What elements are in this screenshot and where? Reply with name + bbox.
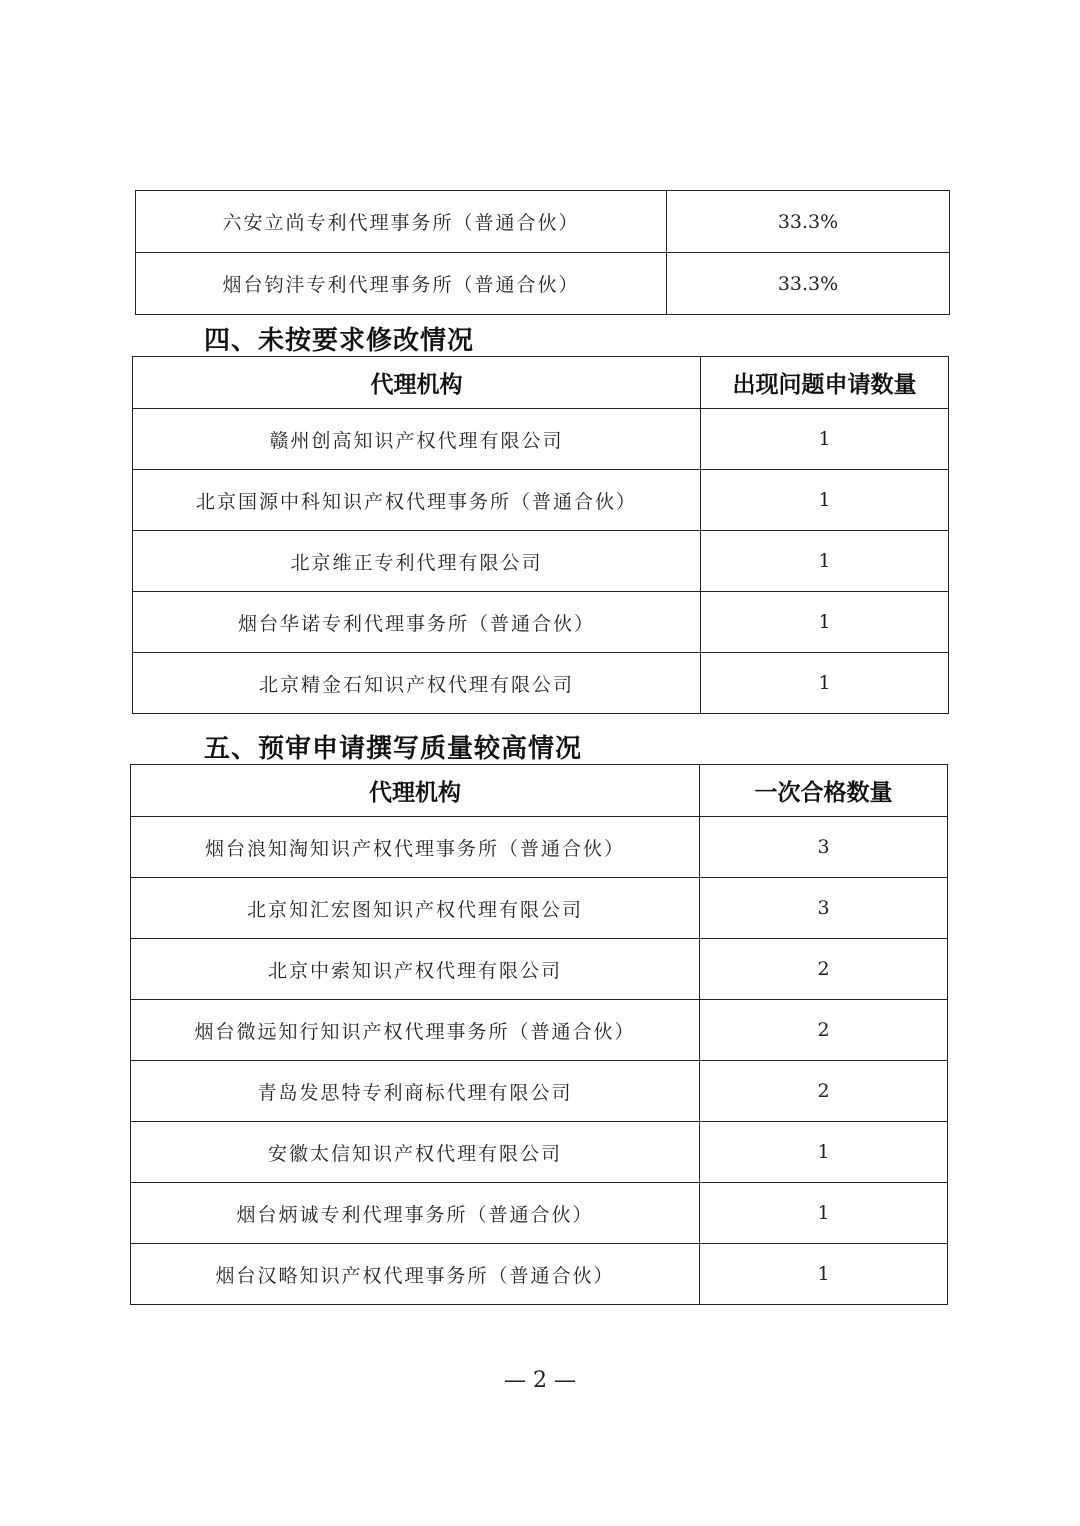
agency-cell: 赣州创高知识产权代理有限公司 — [133, 409, 701, 470]
table-row — [133, 470, 949, 531]
header-agency: 代理机构 — [131, 765, 700, 817]
agency-cell: 烟台华诺专利代理事务所（普通合伙） — [133, 592, 701, 653]
header-row — [133, 357, 949, 409]
table-row — [133, 531, 949, 592]
agency-cell: 北京中索知识产权代理有限公司 — [131, 939, 700, 1000]
header-value: 一次合格数量 — [700, 765, 948, 817]
value-cell: 1 — [701, 653, 949, 714]
agency-cell: 烟台钧沣专利代理事务所（普通合伙） — [136, 253, 667, 315]
agency-cell: 北京国源中科知识产权代理事务所（普通合伙） — [133, 470, 701, 531]
table-row — [133, 653, 949, 714]
value-cell: 1 — [700, 1122, 948, 1183]
header-agency: 代理机构 — [133, 357, 701, 409]
table-row — [131, 939, 948, 1000]
table-row — [131, 1122, 948, 1183]
section-4-title: 四、未按要求修改情况 — [204, 326, 475, 356]
table-row — [133, 409, 949, 470]
continued-table — [135, 190, 950, 315]
table-row — [136, 191, 950, 253]
value-cell: 33.3% — [667, 191, 950, 253]
agency-cell: 六安立尚专利代理事务所（普通合伙） — [136, 191, 667, 253]
agency-cell: 北京精金石知识产权代理有限公司 — [133, 653, 701, 714]
agency-cell: 北京维正专利代理有限公司 — [133, 531, 701, 592]
value-cell: 2 — [700, 1000, 948, 1061]
page-number: — 2 — — [504, 1368, 576, 1393]
table-row — [136, 253, 950, 315]
table-row — [131, 817, 948, 878]
table-row — [131, 878, 948, 939]
value-cell: 2 — [700, 1061, 948, 1122]
value-cell: 1 — [701, 470, 949, 531]
table-row — [131, 1061, 948, 1122]
value-cell: 2 — [700, 939, 948, 1000]
agency-cell: 烟台微远知行知识产权代理事务所（普通合伙） — [131, 1000, 700, 1061]
table-row — [131, 1244, 948, 1305]
section-5-title: 五、预审申请撰写质量较高情况 — [204, 734, 583, 764]
table-row — [131, 1000, 948, 1061]
section-4-table — [132, 356, 949, 714]
value-cell: 3 — [700, 817, 948, 878]
table-row — [133, 592, 949, 653]
table-row — [131, 1183, 948, 1244]
agency-cell: 北京知汇宏图知识产权代理有限公司 — [131, 878, 700, 939]
agency-cell: 青岛发思特专利商标代理有限公司 — [131, 1061, 700, 1122]
value-cell: 3 — [700, 878, 948, 939]
value-cell: 1 — [701, 592, 949, 653]
agency-cell: 安徽太信知识产权代理有限公司 — [131, 1122, 700, 1183]
agency-cell: 烟台炳诚专利代理事务所（普通合伙） — [131, 1183, 700, 1244]
value-cell: 1 — [700, 1244, 948, 1305]
value-cell: 33.3% — [667, 253, 950, 315]
header-row — [131, 765, 948, 817]
header-value: 出现问题申请数量 — [701, 357, 949, 409]
value-cell: 1 — [701, 409, 949, 470]
agency-cell: 烟台浪知淘知识产权代理事务所（普通合伙） — [131, 817, 700, 878]
value-cell: 1 — [700, 1183, 948, 1244]
section-5-table — [130, 764, 948, 1305]
agency-cell: 烟台汉略知识产权代理事务所（普通合伙） — [131, 1244, 700, 1305]
value-cell: 1 — [701, 531, 949, 592]
